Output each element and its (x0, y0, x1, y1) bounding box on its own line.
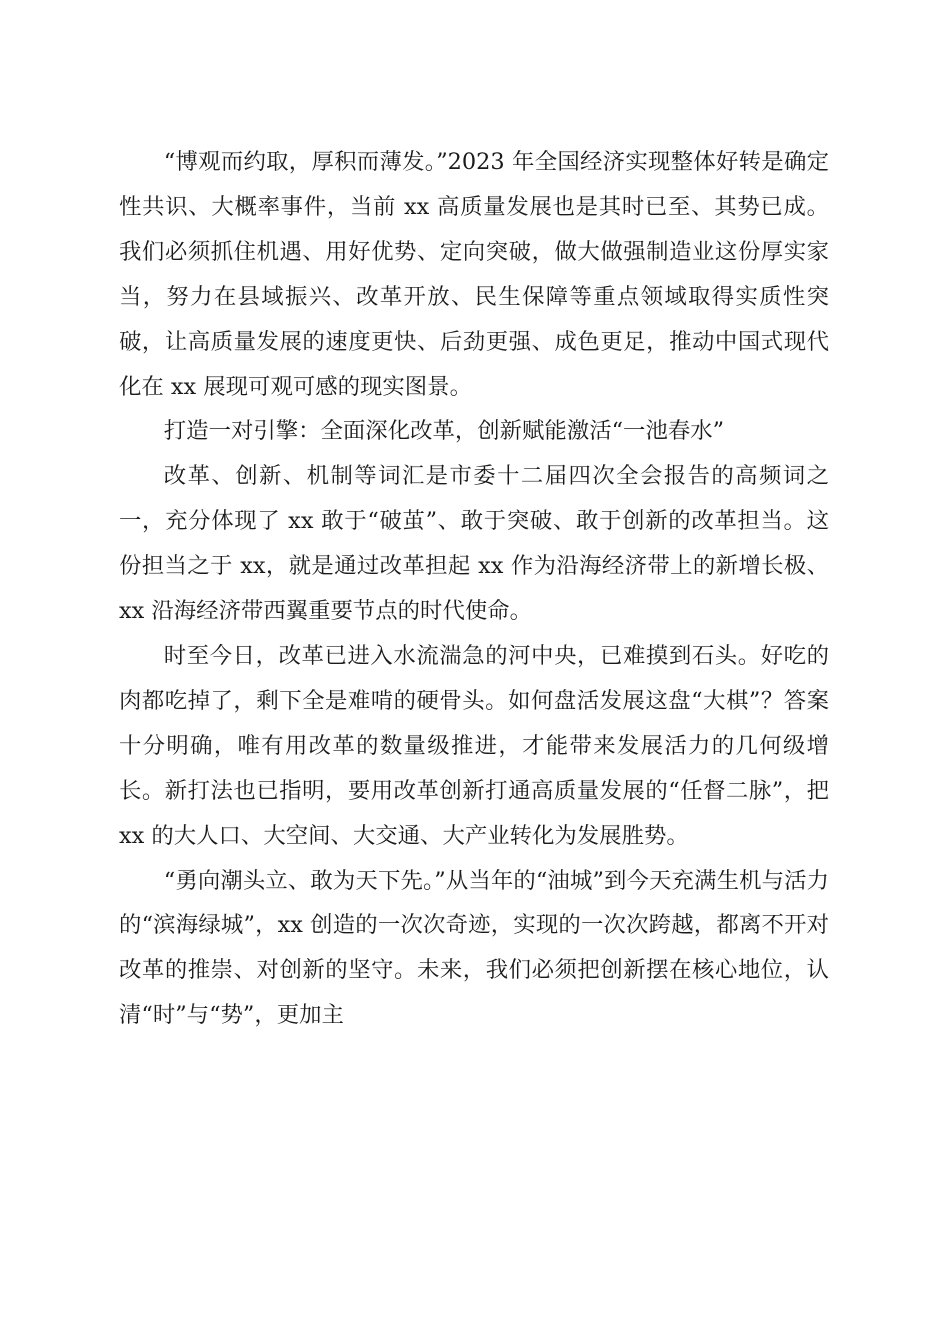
paragraph-deepwater: 时至今日，改革已进入水流湍急的河中央，已难摸到石头。好吃的肉都吃掉了，剩下全是难啃的硬骨头。如何盘活发展这盘“大棋”？答案十分明确，唯有用改革的数量级推进，才能带来发展活力的几何级增长。新打法也已指明，要用改革创新打通高质量发展的“任督二脉”，把 xx 的大人口、大空间、大交通、大产业转化为发展胜势。 (119, 642, 829, 849)
document-body (119, 140, 829, 1038)
paragraph-reform: 改革、创新、机制等词汇是市委十二届四次全会报告的高频词之一，充分体现了 xx 敢于“破茧”、敢于突破、敢于创新的改革担当。这份担当之于 xx，就是通过改革担起 xx 作为沿海经济带上的新增长极、xx 沿海经济带西翼重要节点的时代使命。 (119, 463, 829, 625)
paragraph-intro: “博观而约取，厚积而薄发。”2023 年全国经济实现整体好转是确定性共识、大概率事件，当前 xx 高质量发展也是其时已至、其势已成。我们必须抓住机遇、用好优势、定向突破，做大做强制造业这份厚实家当，努力在县域振兴、改革开放、民生保障等重点领域取得实质性突破，让高质量发展的速度更快、后劲更强、成色更足，推动中国式现代化在 xx 展现可观可感的现实图景。 (119, 149, 829, 400)
section-heading: 打造一对引擎：全面深化改革，创新赋能激活“一池春水” (163, 418, 725, 445)
paragraph-innovation: “勇向潮头立、敢为天下先。”从当年的“油城”到今天充满生机与活力的“滨海绿城”，xx 创造的一次次奇迹，实现的一次次跨越，都离不开对改革的推崇、对创新的坚守。未来，我们必须把创新摆在核心地位，认清“时”与“势”，更加主 (119, 867, 829, 1029)
